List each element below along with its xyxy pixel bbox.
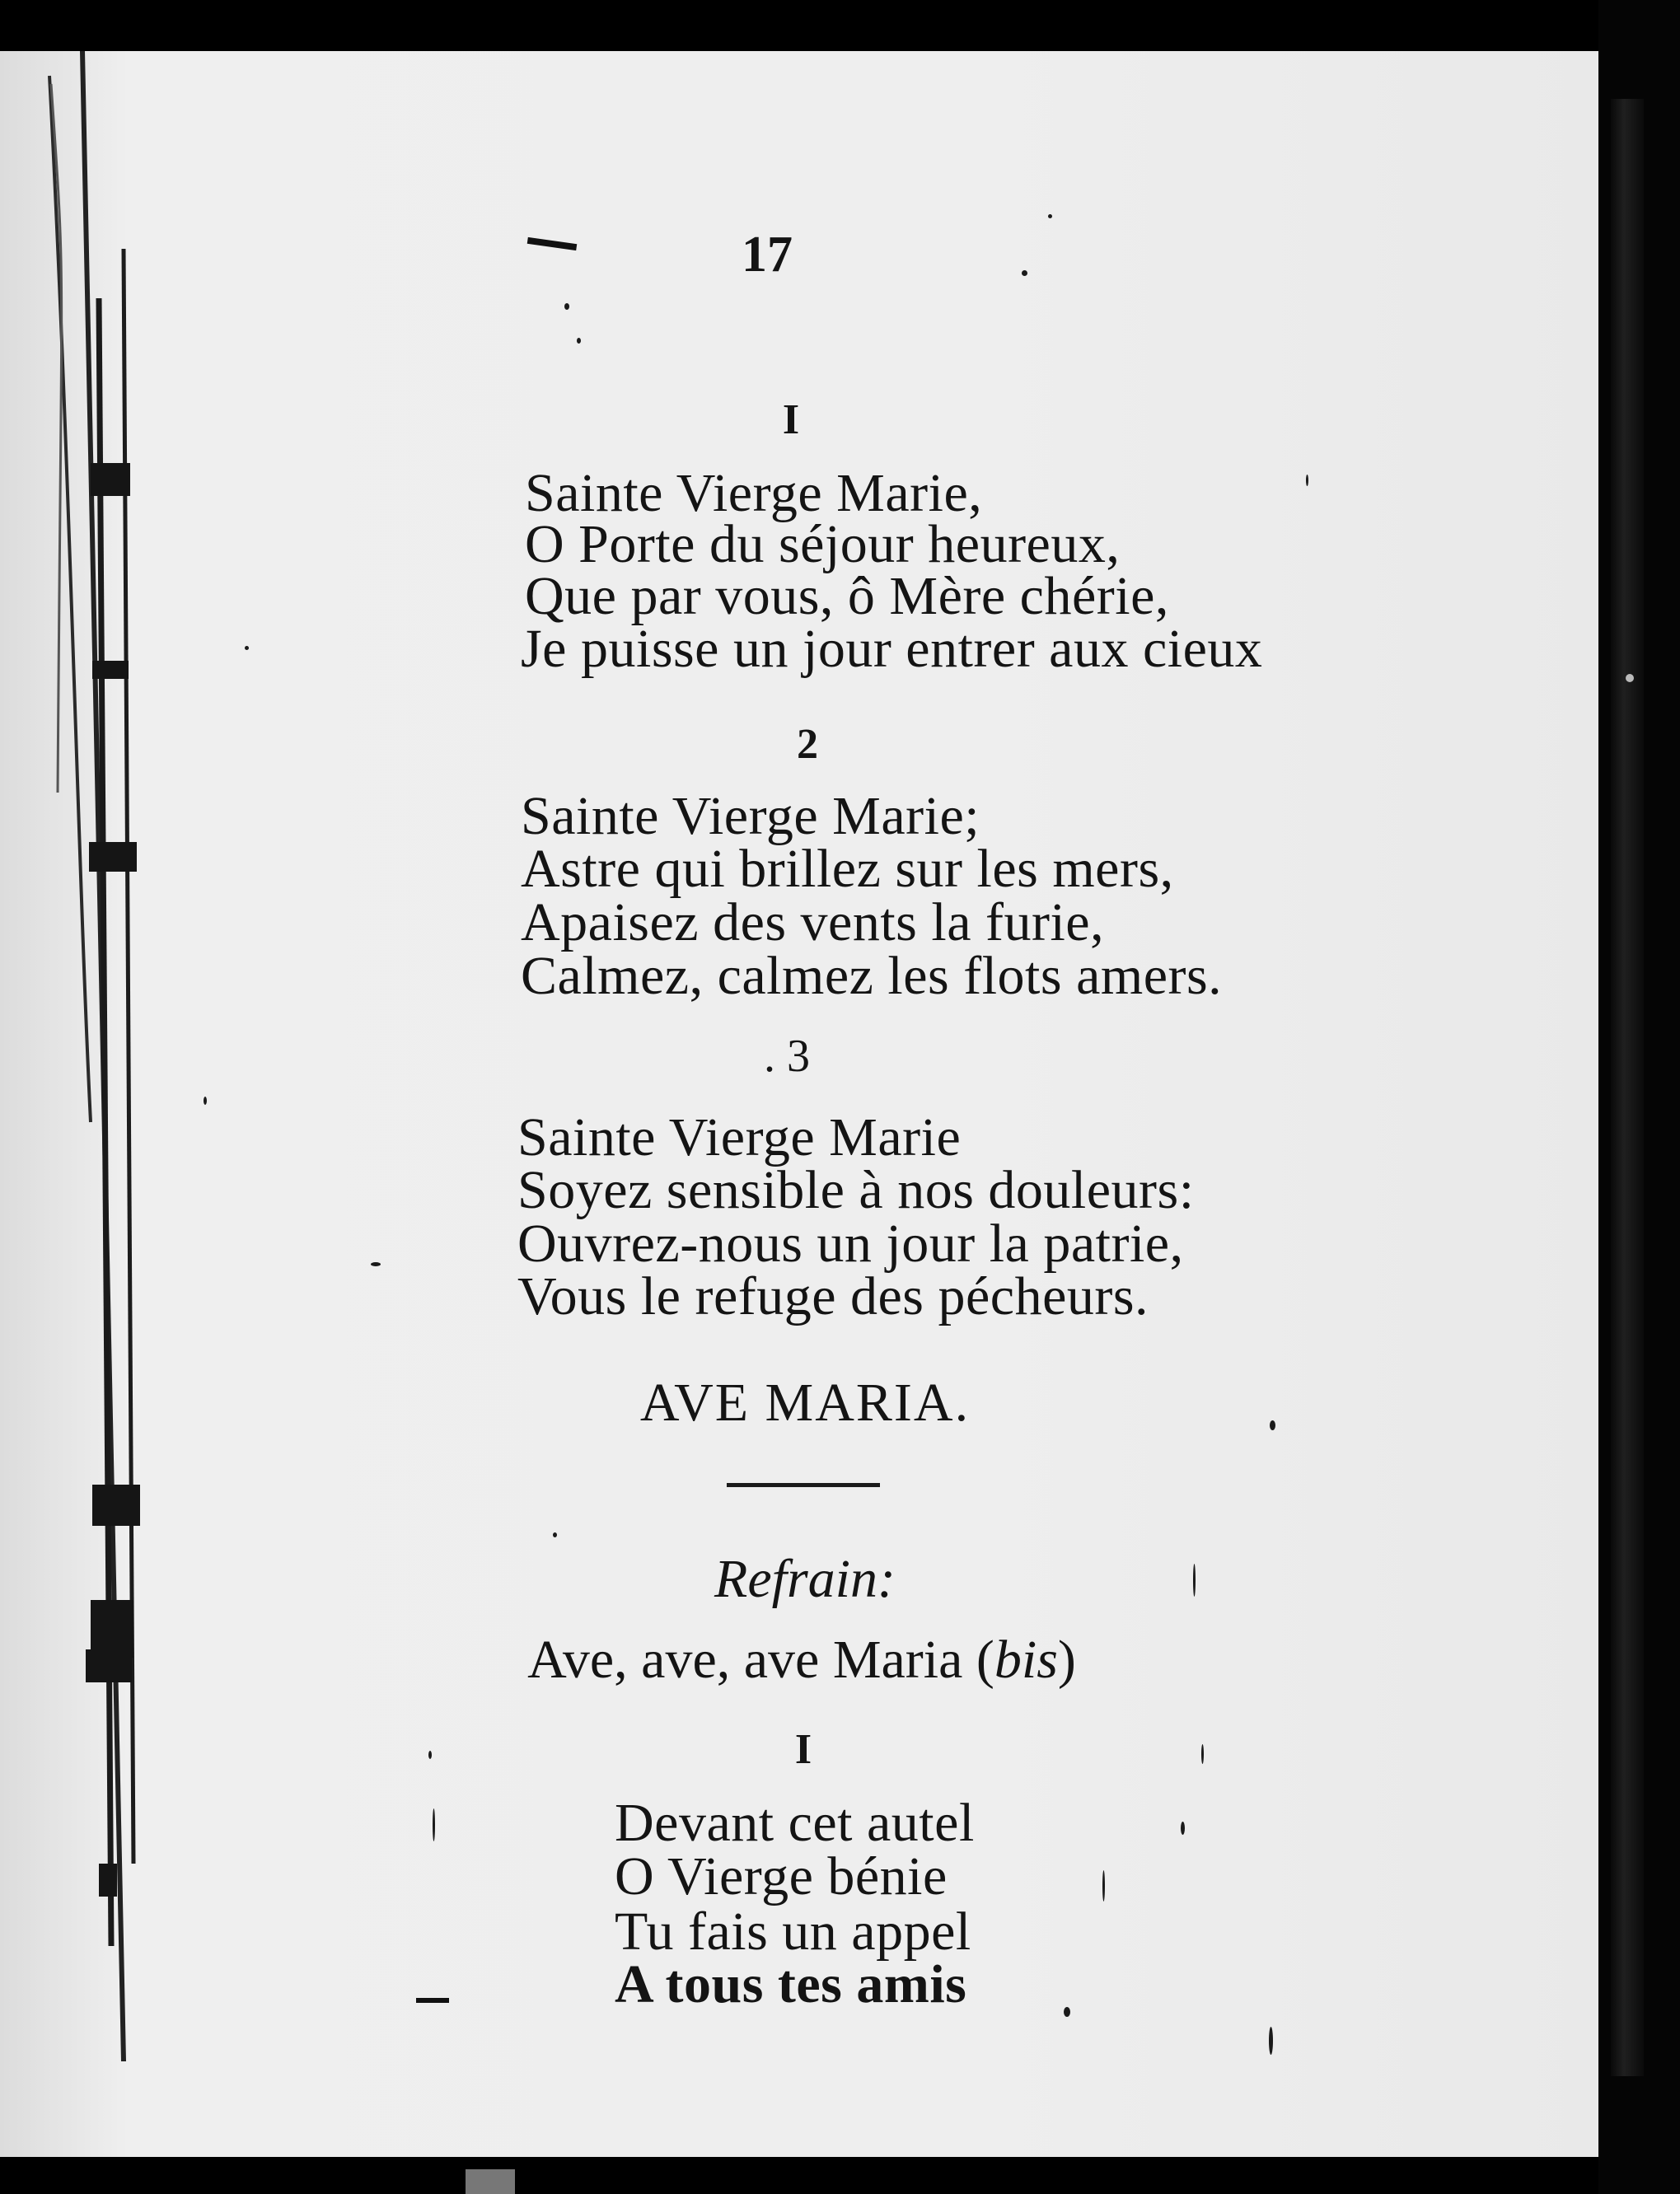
- stanza-number: I: [794, 1726, 812, 1773]
- scan-speck: [1201, 1744, 1204, 1764]
- verse-line: Vous le refuge des pécheurs.: [517, 1266, 1149, 1326]
- scan-edge-streak: [1611, 99, 1644, 2076]
- page-number: 17: [742, 227, 793, 283]
- verse-line: Sainte Vierge Marie;: [521, 786, 980, 846]
- scan-speck: [564, 303, 569, 310]
- verse-line: Sainte Vierge Marie,: [525, 463, 983, 523]
- scan-speck: [416, 1998, 449, 2003]
- scan-speck: [466, 2169, 515, 2194]
- verse-line: Apaisez des vents la furie,: [521, 892, 1105, 952]
- verse-line: Devant cet autel: [615, 1793, 975, 1853]
- verse-line: Sainte Vierge Marie: [517, 1107, 962, 1167]
- refrain-close: ): [1057, 1630, 1076, 1690]
- refrain-label: Refrain:: [714, 1549, 896, 1609]
- scan-speck: [1626, 674, 1634, 682]
- refrain-line: [527, 1630, 1076, 1690]
- verse-line: Astre qui brillez sur les mers,: [521, 839, 1174, 899]
- scan-speck: [1270, 1420, 1275, 1430]
- scan-speck: [577, 338, 581, 344]
- scan-speck: [1269, 2027, 1273, 2055]
- verse-line: Je puisse un jour entrer aux cieux: [521, 619, 1263, 679]
- hymn-title: AVE MARIA.: [639, 1373, 971, 1433]
- verse-line: Calmez, calmez les flots amers.: [521, 946, 1223, 1006]
- verse-line: O Porte du séjour heureux,: [525, 514, 1121, 574]
- scan-speck: [1064, 2007, 1070, 2017]
- stanza-number: 2: [797, 721, 818, 768]
- scan-speck: [433, 1808, 435, 1841]
- stanza-number: I: [782, 396, 800, 443]
- scan-speck: [1048, 214, 1052, 218]
- verse-line: Que par vous, ô Mère chérie,: [525, 566, 1169, 626]
- section-divider: [727, 1483, 880, 1487]
- scan-speck: [1306, 475, 1308, 486]
- scan-speck: [371, 1262, 381, 1266]
- scan-speck: [1193, 1564, 1196, 1597]
- scan-speck: [204, 1097, 207, 1105]
- scan-speck: [1022, 270, 1027, 276]
- verse-line: Ouvrez-nous un jour la patrie,: [517, 1214, 1184, 1274]
- verse-line: Tu fais un appel: [615, 1902, 971, 1962]
- stanza-number: . 3: [764, 1031, 810, 1082]
- refrain-text: Ave, ave, ave Maria (: [527, 1630, 994, 1690]
- scan-speck: [428, 1751, 432, 1759]
- verse-line: A tous tes amis: [615, 1954, 967, 2014]
- verse-line: O Vierge bénie: [615, 1846, 948, 1906]
- refrain-bis: bis: [994, 1630, 1058, 1690]
- scan-speck: [553, 1532, 557, 1537]
- verse-line: Soyez sensible à nos douleurs:: [517, 1160, 1195, 1220]
- scan-speck: [1102, 1870, 1105, 1902]
- scan-speck: [1181, 1822, 1185, 1835]
- scan-speck: [245, 646, 249, 650]
